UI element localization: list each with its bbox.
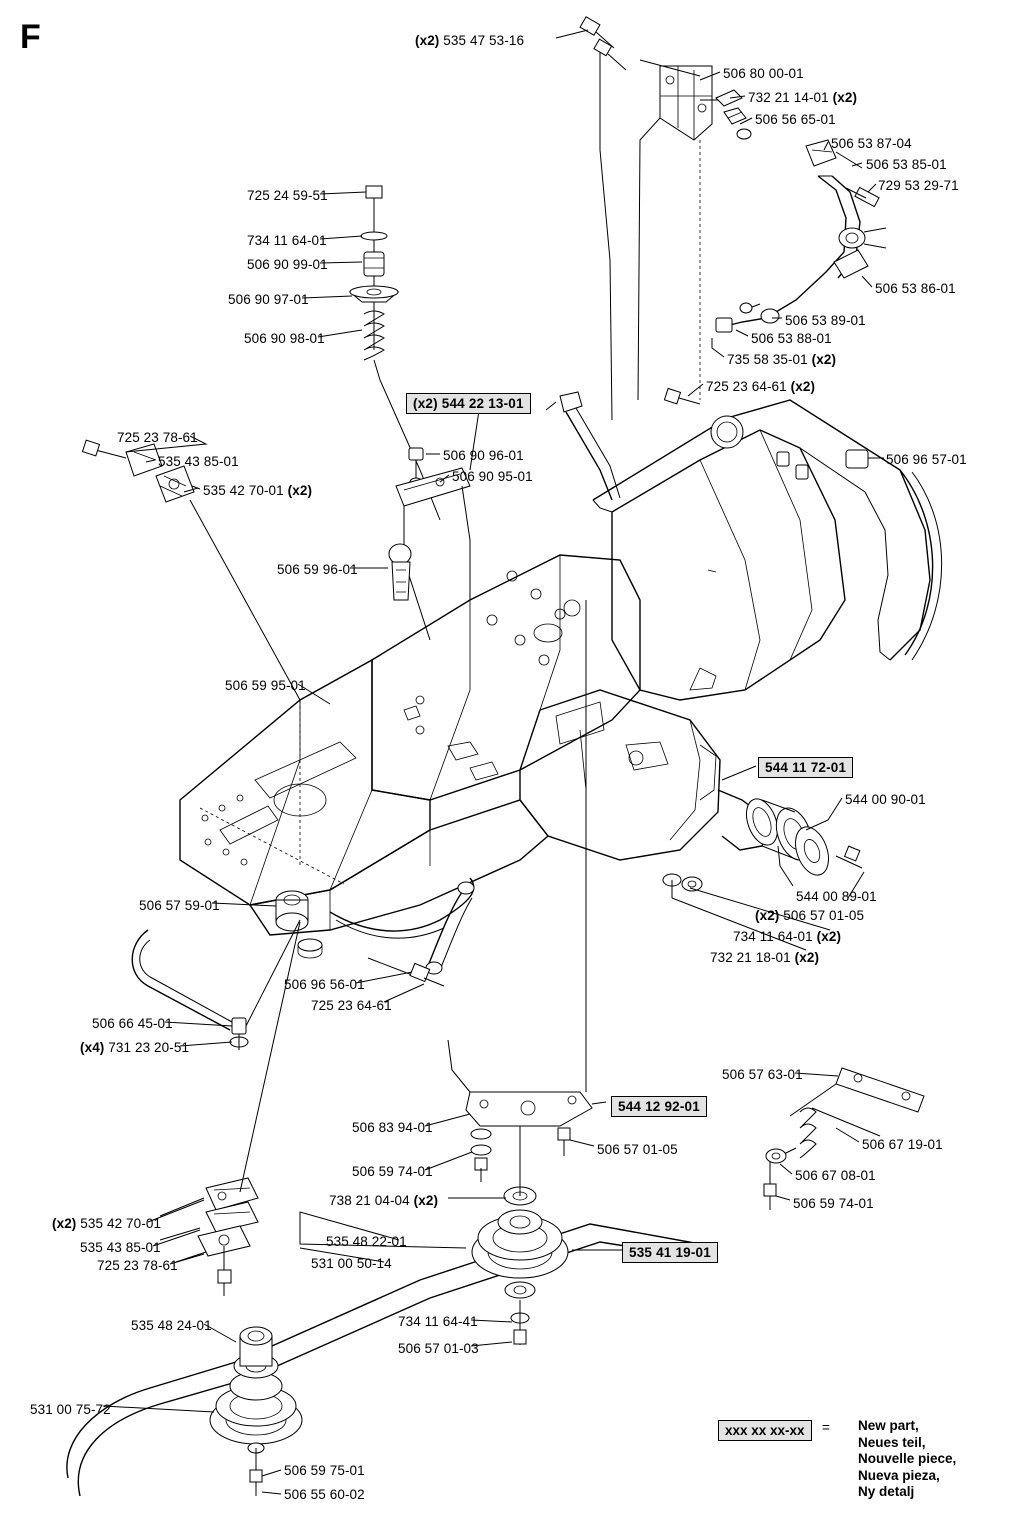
part-label: 544 00 89-01 — [796, 889, 877, 904]
part-label: 531 00 50-14 — [311, 1256, 392, 1271]
shift-knob — [370, 544, 411, 600]
legend-line: Nueva pieza, — [858, 1467, 940, 1483]
part-label: 506 57 01-03 — [398, 1341, 479, 1356]
new-part-label: 535 41 19-01 — [622, 1242, 718, 1263]
part-label: (x2) 535 47 53-16 — [415, 33, 525, 48]
part-label: 535 43 85-01 — [158, 454, 239, 469]
part-label: 506 90 97-01 — [228, 292, 309, 307]
new-part-label: (x2) 544 22 13-01 — [406, 393, 531, 414]
part-label: 725 23 78-61 — [97, 1258, 178, 1273]
left-brackets-upper — [82, 440, 300, 700]
part-label: 531 00 75-72 — [30, 1402, 111, 1417]
legend — [718, 1418, 1008, 1499]
left-brackets-lower — [160, 922, 300, 1296]
top-right-bracket — [638, 60, 751, 400]
part-label: 506 53 88-01 — [751, 331, 832, 346]
part-label: 732 21 14-01 (x2) — [748, 90, 858, 105]
part-label: 725 23 64-61 — [311, 998, 392, 1013]
part-label: 506 90 99-01 — [247, 257, 328, 272]
part-label: 506 67 08-01 — [795, 1168, 876, 1183]
legend-line: Nouvelle piece, — [858, 1451, 957, 1466]
part-label: 725 23 64-61 (x2) — [706, 379, 816, 394]
new-part-label: 544 12 92-01 — [611, 1096, 707, 1117]
part-label: 506 83 94-01 — [352, 1120, 433, 1135]
part-label: 734 11 64-41 — [398, 1314, 478, 1329]
part-label: 506 53 89-01 — [785, 313, 866, 328]
part-label: 734 11 64-01 (x2) — [733, 929, 842, 944]
legend-equals: = — [822, 1420, 830, 1435]
top-bolts — [580, 17, 626, 420]
part-label: 544 00 90-01 — [845, 792, 926, 807]
part-label: 506 53 85-01 — [866, 157, 947, 172]
part-label: 738 21 04-04 (x2) — [329, 1193, 439, 1208]
plate-id: F — [20, 18, 41, 56]
part-label: 506 66 45-01 — [92, 1016, 173, 1031]
part-label: 729 53 29-71 — [878, 178, 959, 193]
part-label: 506 59 96-01 — [277, 562, 358, 577]
part-label: 506 59 74-01 — [793, 1196, 874, 1211]
part-label: 732 21 18-01 (x2) — [710, 950, 820, 965]
part-label: 506 90 96-01 — [443, 448, 524, 463]
part-label: 506 90 95-01 — [452, 469, 533, 484]
legend-key: xxx xx xx-xx — [718, 1420, 812, 1441]
part-label: 725 23 78-61 — [117, 430, 198, 445]
wire-clip-part — [546, 392, 620, 500]
part-label: (x2) 535 42 70-01 — [52, 1216, 162, 1231]
part-label: (x2) 506 57 01-05 — [755, 908, 865, 923]
legend-line: Neues teil, — [858, 1434, 926, 1450]
part-label: 506 90 98-01 — [244, 331, 325, 346]
part-label: 535 42 70-01 (x2) — [203, 483, 313, 498]
spring-rod-stack — [350, 186, 440, 520]
legend-line: Ny detalj — [858, 1484, 915, 1499]
part-label: 506 57 59-01 — [139, 898, 220, 913]
part-label: 535 48 22-01 — [326, 1234, 407, 1249]
legend-line: New part, — [858, 1418, 919, 1433]
part-label: 506 67 19-01 — [862, 1137, 943, 1152]
part-label: 734 11 64-01 — [247, 233, 327, 248]
part-label: 506 55 60-02 — [284, 1487, 365, 1502]
part-label: 735 58 35-01 (x2) — [727, 352, 837, 367]
part-label: (x4) 731 23 20-51 — [80, 1040, 190, 1055]
part-label: 506 96 56-01 — [284, 977, 365, 992]
part-label: 725 24 59-51 — [247, 188, 328, 203]
part-label: 535 43 85-01 — [80, 1240, 161, 1255]
legend-text — [858, 1418, 956, 1501]
part-label: 506 80 00-01 — [723, 66, 804, 81]
part-label: 506 96 57-01 — [886, 452, 967, 467]
part-label: 506 59 74-01 — [352, 1164, 433, 1179]
part-label: 535 48 24-01 — [131, 1318, 212, 1333]
part-label: 506 53 87-04 — [831, 136, 912, 151]
part-label: 506 53 86-01 — [875, 281, 956, 296]
part-label: 506 59 95-01 — [225, 678, 306, 693]
new-part-label: 544 11 72-01 — [758, 757, 853, 778]
part-label: 506 59 75-01 — [284, 1463, 365, 1478]
part-label: 506 56 65-01 — [755, 112, 836, 127]
part-label: 506 57 63-01 — [722, 1067, 803, 1082]
part-label: 506 57 01-05 — [597, 1142, 678, 1157]
